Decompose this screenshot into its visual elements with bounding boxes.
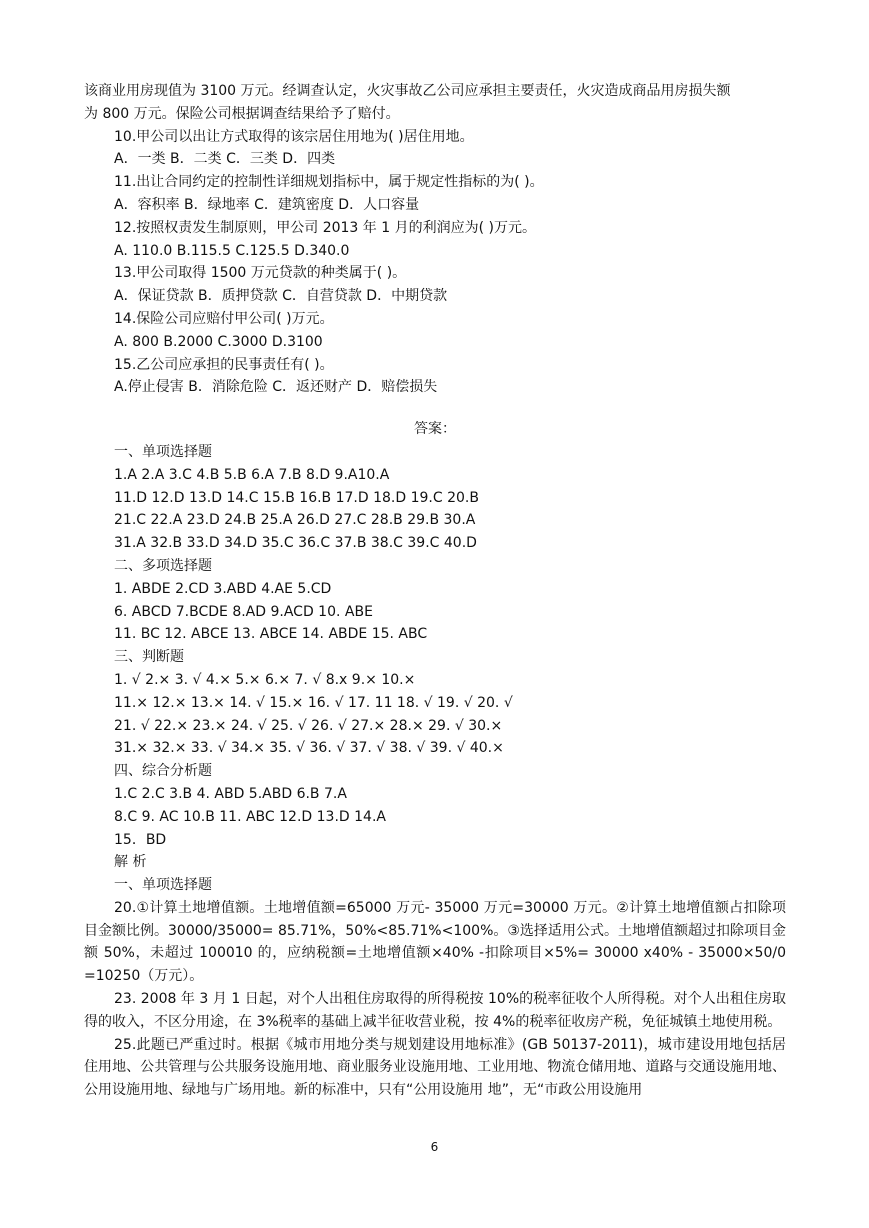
section-heading: 三、判断题	[114, 649, 184, 666]
page-number: 6	[430, 1140, 439, 1154]
answer-row: 31.A 32.B 33.D 34.D 35.C 36.C 37.B 38.C 39.C 40.D	[114, 535, 477, 552]
answer-row: 21.C 22.A 23.D 24.B 25.A 26.D 27.C 28.B 29.B 30.A	[114, 512, 476, 529]
question-11	[114, 171, 786, 217]
answer-row: 1. ABDE 2.CD 3.ABD 4.AE 5.CD	[114, 580, 332, 597]
analysis-paragraph: 23. 2008 年 3 月 1 日起，对个人出租住房取得的所得税按 10%的税率征收个人所得税。对个人出租住房取得的收入，不区分用途，在 3%税率的基础上减半征收营业税，按 4%的税率征收房产税，免征城镇土地使用税。	[84, 991, 786, 1030]
answer-row: 8.C 9. AC 10.B 11. ABC 12.D 13.D 14.A	[114, 808, 386, 825]
answers-section-judgement	[114, 646, 786, 760]
question-options: A．一类 B．二类 C．三类 D．四类	[114, 151, 336, 168]
answer-row: 21. √ 22.× 23.× 24. √ 25. √ 26. √ 27.× 28.× 29. √ 30.×	[114, 717, 503, 734]
answers-section-multiple	[114, 555, 786, 646]
page-content	[84, 80, 786, 1102]
question-options: A．保证贷款 B．质押贷款 C．自营贷款 D．中期贷款	[114, 288, 448, 305]
question-13	[114, 262, 786, 308]
analysis-title: 解 析	[114, 854, 147, 871]
intro-line: 该商业用房现值为 3100 万元。经调查认定，火灾事故乙公司应承担主要责任，火灾造成商品用房损失额	[84, 83, 731, 99]
question-14	[114, 308, 786, 354]
section-heading: 四、综合分析题	[114, 763, 212, 780]
answer-row: 11.× 12.× 13.× 14. √ 15.× 16. √ 17. 11 18. √ 19. √ 20. √	[114, 694, 513, 711]
answer-row: 11. BC 12. ABCE 13. ABCE 14. ABDE 15. ABC	[114, 626, 428, 643]
analysis-section-heading: 一、单项选择题	[114, 877, 212, 894]
answer-row: 1. √ 2.× 3. √ 4.× 5.× 6.× 7. √ 8.x 9.× 10.×	[114, 671, 416, 688]
question-stem: 13.甲公司取得 1500 万元贷款的种类属于( )。	[114, 265, 407, 282]
question-stem: 15.乙公司应承担的民事责任有( )。	[114, 356, 334, 373]
section-heading: 二、多项选择题	[114, 557, 212, 574]
answers-title: 答案：	[414, 421, 456, 438]
question-12	[114, 217, 786, 263]
analysis-paragraph: 25.此题已严重过时。根据《城市用地分类与规划建设用地标准》(GB 50137-2011)，城市建设用地包括居住用地、公共管理与公共服务设施用地、商业服务业设施用地、工业用地、物流仓储用地、道路与交通设施用地、公用设施用地、绿地与广场用地。新的标准中，只有“公用设施用 地”，无“市政公用设施用	[84, 1036, 786, 1099]
question-list	[84, 126, 786, 400]
question-stem: 12.按照权责发生制原则，甲公司 2013 年 1 月的利润应为( )万元。	[114, 219, 536, 236]
question-stem: 11.出让合同约定的控制性详细规划指标中，属于规定性指标的为( )。	[114, 174, 544, 191]
question-options: A. 800 B.2000 C.3000 D.3100	[114, 333, 323, 350]
question-options: A．容积率 B．绿地率 C．建筑密度 D．人口容量	[114, 196, 420, 213]
question-15	[114, 354, 786, 400]
answers-section-single	[114, 441, 786, 555]
answer-row: 31.× 32.× 33. √ 34.× 35. √ 36. √ 37. √ 38. √ 39. √ 40.×	[114, 740, 504, 757]
question-options: A. 110.0 B.115.5 C.125.5 D.340.0	[114, 242, 350, 259]
question-stem: 10.甲公司以出让方式取得的该宗居住用地为( )居住用地。	[114, 128, 474, 145]
answer-row: 1.A 2.A 3.C 4.B 5.B 6.A 7.B 8.D 9.A10.A	[114, 466, 390, 483]
answer-row: 1.C 2.C 3.B 4. ABD 5.ABD 6.B 7.A	[114, 785, 347, 802]
answer-row: 6. ABCD 7.BCDE 8.AD 9.ACD 10. ABE	[114, 603, 373, 620]
question-options: A.停止侵害 B．消除危险 C．返还财产 D．赔偿损失	[114, 379, 438, 396]
answers-block	[84, 441, 786, 897]
section-heading: 一、单项选择题	[114, 443, 212, 460]
analysis-body	[84, 897, 786, 1102]
intro-line: 为 800 万元。保险公司根据调查结果给予了赔付。	[84, 105, 400, 122]
analysis-paragraph: 20.①计算土地增值额。土地增值额=65000 万元- 35000 万元=30000 万元。②计算土地增值额占扣除项目金额比例。30000/35000= 85.71%，50%<85.71%<100%。③选择适用公式。土地增值额超过扣除项目金额 50%，未超过 100010 的，应纳税额=土地增值额×40% -扣除项目×5%= 30000 x40% - 35000×50/0 =10250（万元）。	[84, 899, 786, 985]
question-10	[114, 126, 786, 172]
question-stem: 14.保险公司应赔付甲公司( )万元。	[114, 310, 334, 327]
answer-row: 11.D 12.D 13.D 14.C 15.B 16.B 17.D 18.D 19.C 20.B	[114, 489, 479, 506]
answers-section-comprehensive	[114, 760, 786, 851]
answer-row: 15．BD	[114, 831, 167, 848]
